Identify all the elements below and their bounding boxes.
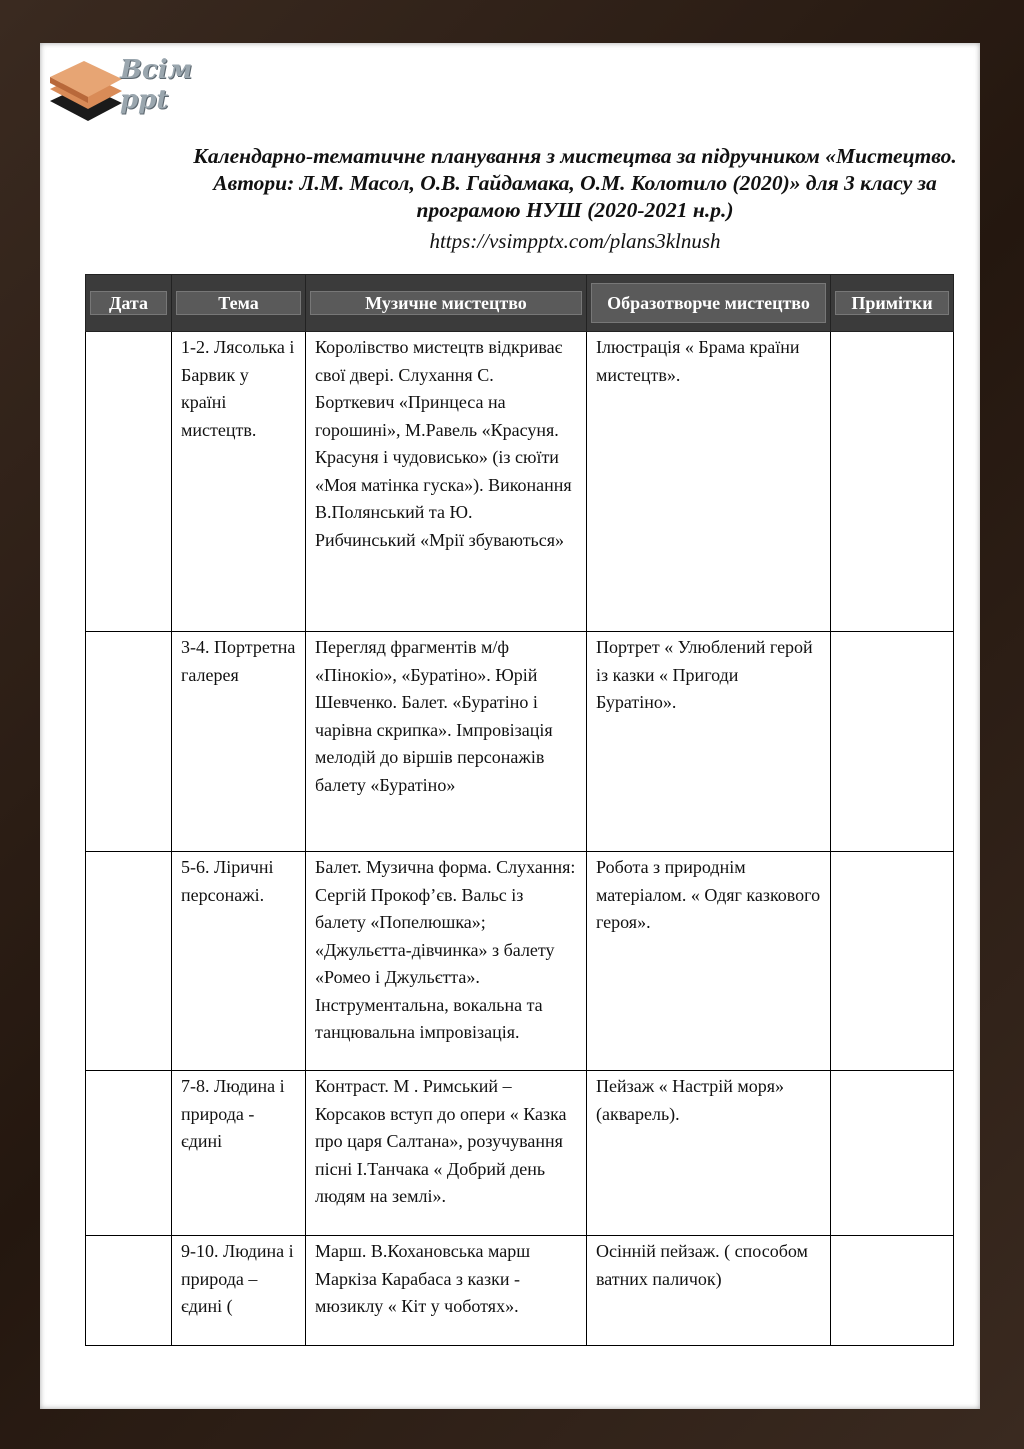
cell-date bbox=[86, 852, 172, 1071]
column-header-date bbox=[86, 275, 172, 332]
logo-text bbox=[120, 55, 192, 115]
cell-date bbox=[86, 1071, 172, 1236]
cell-date bbox=[86, 332, 172, 632]
table-row bbox=[86, 632, 954, 852]
table-row bbox=[86, 852, 954, 1071]
cell-topic: 1-2. Лясолька і Барвик у країні мистецтв. bbox=[172, 332, 306, 632]
cell-notes bbox=[831, 332, 954, 632]
cell-notes bbox=[831, 852, 954, 1071]
cell-art: Робота з природнім матеріалом. « Одяг казкового героя». bbox=[587, 852, 831, 1071]
cell-notes bbox=[831, 1236, 954, 1346]
cell-art: Пейзаж « Настрій моря» (акварель). bbox=[587, 1071, 831, 1236]
document-title: Календарно-тематичне планування з мистецтва за підручником «Мистецтво. Автори: Л.М. Масол, О.В. Гайдамака, О.М. Колотило (2020)» для 3 класу за програмою НУШ (2020-2021 н.р.) bbox=[193, 144, 957, 222]
column-header-art bbox=[587, 275, 831, 332]
cell-music: Перегляд фрагментів м/ф «Пінокіо», «Буратіно». Юрій Шевченко. Балет. «Буратіно і чарівна скрипка». Імпровізація мелодій до віршів персонажів балету «Буратіно» bbox=[306, 632, 587, 852]
cell-topic: 5-6. Ліричні персонажі. bbox=[172, 852, 306, 1071]
cell-topic: 9-10. Людина і природа – єдині ( bbox=[172, 1236, 306, 1346]
cell-music: Королівство мистецтв відкриває свої двері. Слухання С. Борткевич «Принцеса на горошині», М.Равель «Красуня. Красуня і чудовисько» (із сюїти «Моя матінка гуска»). Виконання В.Полянський та Ю. Рибчинський «Мрії збуваються» bbox=[306, 332, 587, 632]
column-header-label: Примітки bbox=[835, 291, 949, 315]
document-page bbox=[40, 43, 980, 1409]
cell-date bbox=[86, 632, 172, 852]
column-header-label: Образотворче мистецтво bbox=[591, 283, 826, 323]
column-header-notes bbox=[831, 275, 954, 332]
cell-art: Портрет « Улюблений герой із казки « Пригоди Буратіно». bbox=[587, 632, 831, 852]
cell-topic: 7-8. Людина і природа - єдині bbox=[172, 1071, 306, 1236]
cell-music: Марш. В.Кохановська марш Маркіза Карабаса з казки - мюзиклу « Кіт у чоботях». bbox=[306, 1236, 587, 1346]
plan-table bbox=[85, 274, 954, 1346]
cell-music: Балет. Музична форма. Слухання: Сергій Прокоф’єв. Вальс із балету «Попелюшка»; «Джульєтта-дівчинка» з балету «Ромео і Джульєтта». Інструментальна, вокальна та танцювальна імпровізація. bbox=[306, 852, 587, 1071]
table-row bbox=[86, 1236, 954, 1346]
cell-music: Контраст. М . Римський – Корсаков вступ до опери « Казка про царя Салтана», розучування пісні І.Танчака « Добрий день людям на землі». bbox=[306, 1071, 587, 1236]
site-logo[interactable] bbox=[48, 51, 198, 131]
logo-line-2: ppt bbox=[120, 85, 169, 115]
table-row bbox=[86, 1071, 954, 1236]
cell-topic: 3-4. Портретна галерея bbox=[172, 632, 306, 852]
table-row bbox=[86, 332, 954, 632]
column-header-label: Тема bbox=[176, 291, 301, 315]
cell-art: Осінній пейзаж. ( способом ватних паличок) bbox=[587, 1236, 831, 1346]
column-header-topic bbox=[172, 275, 306, 332]
cell-notes bbox=[831, 1071, 954, 1236]
logo-line-1: Всім bbox=[120, 55, 193, 85]
column-header-music bbox=[306, 275, 587, 332]
document-url[interactable]: https://vsimpptx.com/plans3klnush bbox=[429, 229, 721, 253]
cell-art: Ілюстрація « Брама країни мистецтв». bbox=[587, 332, 831, 632]
column-header-label: Дата bbox=[90, 291, 167, 315]
cell-notes bbox=[831, 632, 954, 852]
table-header-row bbox=[86, 275, 954, 332]
cell-date bbox=[86, 1236, 172, 1346]
column-header-label: Музичне мистецтво bbox=[310, 291, 582, 315]
layers-icon bbox=[48, 51, 128, 131]
